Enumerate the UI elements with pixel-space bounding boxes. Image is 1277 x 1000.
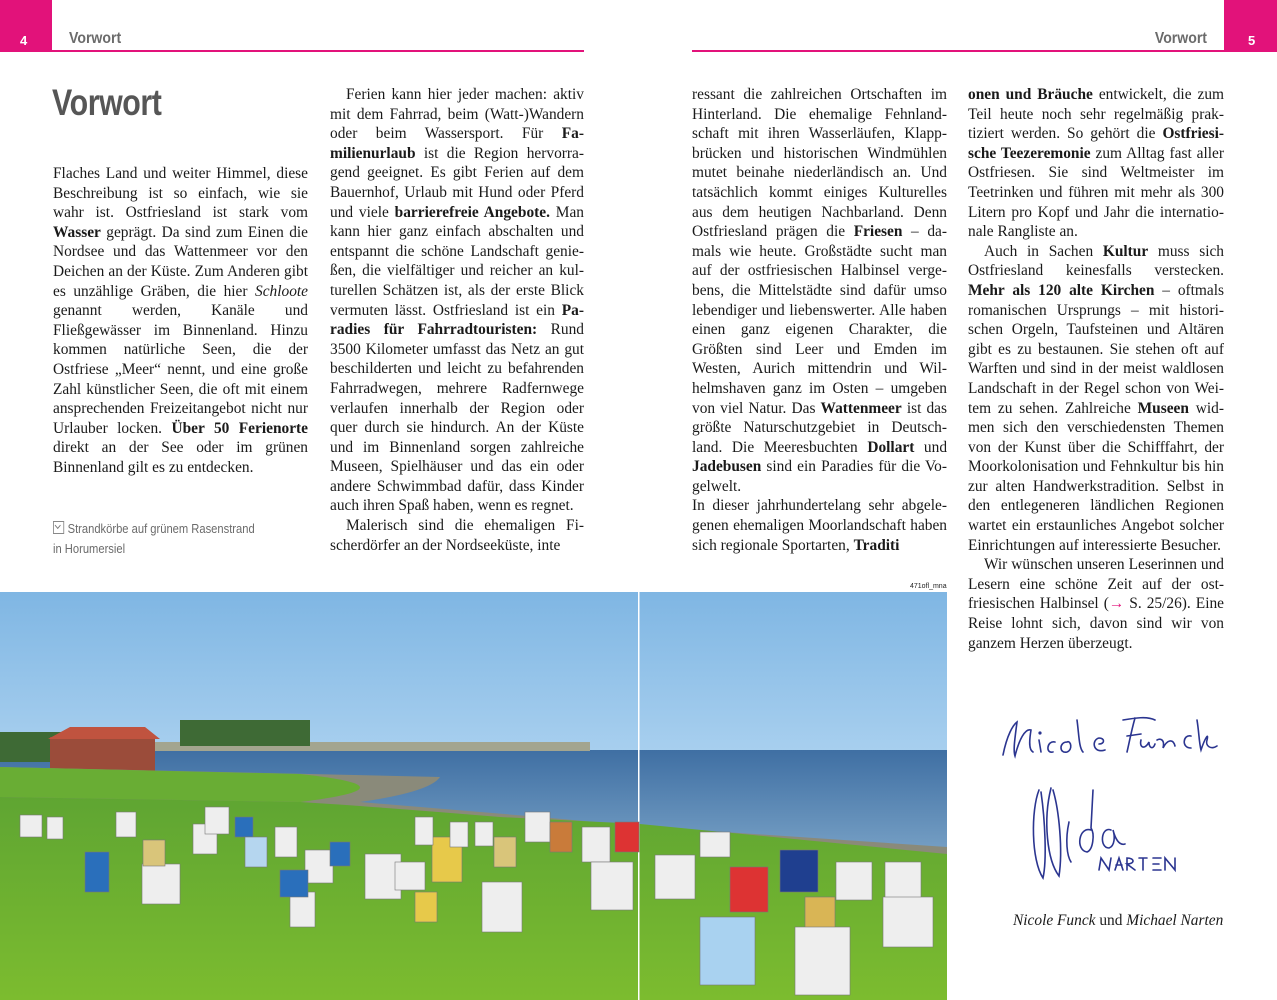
beach-photo [0,592,947,1000]
column-1 [53,164,308,478]
author-connector: und [1095,912,1127,929]
author-signatures [995,700,1235,900]
page-number-left: 4 [20,33,28,48]
paragraph: ressant die zahlreichen Ortschaften im Hinterland. Die ehemalige Fehnlandschaft mit ihren Wasserläufen, Klappbrücken und historischen Windmühlen mutet beinahe niederländisch an. Und tatsächlich kommt einiges Kulturelles aus dem heutigen Nachbarland. Denn Ostfriesland prägen die Friesen – damals wie heute. Großstädte sucht man auf der ostfriesischen Halbinsel vergebens, die Mittelstädte sind dafür umso lebendiger und liebenswerter. Alle haben einen ganz eigenen Charakter, die Größten sind Leer und Emden im Westen, Aurich mittendrin und Wilhelmshaven ganz im Osten – umgeben von viel Natur. Das Wattenmeer ist das größte Naturschutzgebiet in Deutschland. Die Meeresbuchten Dollart und Jadebusen sind ein Paradies für die Vogelwelt. [692,86,948,495]
header-rule-right [692,50,1224,52]
paragraph: Wir wünschen unseren Leserinnen und Lesern eine schöne Zeit auf der ostfriesischen Halbinsel (→ S. 25/26). Eine Reise lohnt sich, davon sind wir von ganzem Herzen überzeugt. [968,556,1224,652]
photo-credit: 471ofl_mna [910,583,947,590]
photo-pointer-icon [53,521,64,534]
signature-nicole-funck [1003,718,1217,756]
running-head-left: Vorwort [69,30,122,47]
page-number-tab-left [0,0,52,52]
signature-michael-narten [1033,788,1175,878]
paragraph: Auch in Sachen Kultur muss sich Ostfriesland keinesfalls verstecken. Mehr als 120 alte Kirchen – oftmals romanischen Ursprungs – mit historischen Orgeln, Taufsteinen und Altären gibt es zu bestaunen. Sie stehen oft auf Warften und sind in der meist waldlosen Landschaft in der Regel schon von Weitem zu sehen. Zahlreiche Museen widmen sich den verschiedensten Themen von der Kunst über die Schifffahrt, der Moorkolonisation und Fehnkultur bis hin zur alten Handwerkstradition. Selbst in den entlegeneren ländlichen Regionen wartet ein erstaunliches Angebot solcher Einrichtungen auf interessierte Besucher. [968,242,1224,554]
author-name-2: Michael Narten [1126,912,1224,929]
paragraph: Flaches Land und weiter Himmel, diese Beschreibung ist so einfach, wie sie wahr ist. Ostfriesland ist stark vom Wasser geprägt. Da sind zum Einen die Nordsee und das Wattenmeer vor den Deichen an der Küste. Zum Anderen gibt es unzählige Gräben, die hier Schloote genannt werden, Kanäle und Fließgewässer im Binnenland. Hinzu kommen natürliche Seen, die der Ostfriese „Meer“ nennt, und eine große Zahl künstlicher Seen, die oft mit einem ansprechenden Freizeitangebot nicht nur Urlauber locken. Über 50 Ferienorte direkt an der See oder im grünen Binnenland gilt es zu entdecken. [53,165,308,476]
paragraph: Ferien kann hier jeder machen: aktiv mit dem Fahrrad, beim (Watt-)Wandern oder beim Wassersport. Für Familienurlaub ist die Region hervorragend geeignet. Es gibt Ferien auf dem Bauernhof, Urlaub mit Hund oder Pferd und viele barrierefreie Angebote. Man kann hier ganz einfach abschalten und entspannt die schöne Landschaft genießen, die vielfältiger und reicher an kulturellen Schätzen ist, als der erste Blick vermuten lässt. Ostfriesland ist ein Paradies für Fahrradtouristen: Rund 3500 Kilometer umfasst das Netz an gut beschilderten und leicht zu befahrenden Fahrradwegen, mehrere Radfernwege verlaufen innerhalb der Region oder quer durch sie hindurch. An der Küste und im Binnenland sorgen zahlreiche Museen, Spielhäuser und das ein oder andere Schwimmbad dafür, dass Kinder auch ihren Spaß haben, wenn es regnet. [330,86,585,515]
column-2 [330,85,584,555]
author-names [1013,912,1223,930]
paragraph: onen und Bräuche entwickelt, die zum Teil heute noch sehr regelmäßig praktiziert werden. So gehört die Ostfriesische Teezeremonie zum Alltag fast aller Ostfriesen. Sie sind Weltmeister im Teetrinken und führen mit mehr als 300 Litern pro Kopf und Jahr die internationale Rangliste an. [968,86,1225,241]
caption-line-2: in Horumersiel [53,541,126,556]
column-4 [968,85,1224,653]
paragraph: In dieser jahrhundertelang sehr abgelegenen ehemaligen Moorlandschaft haben sich regionale Sportarten, Traditi [692,497,947,554]
page-title: Vorwort [52,82,162,123]
cross-reference-arrow-icon: → [1108,595,1125,613]
caption-line-1: Strandkörbe auf grünem Rasenstrand [67,521,255,536]
header-rule-left [52,50,584,52]
photo-caption [53,519,259,559]
column-3 [692,85,947,555]
author-name-1: Nicole Funck [1013,912,1096,929]
page-number-tab-right [1224,0,1277,52]
paragraph: Malerisch sind die ehemaligen Fischerdörfer an der Nordseeküste, inte [330,517,584,554]
page-number-right: 5 [1248,33,1256,48]
running-head-right: Vorwort [1154,30,1207,47]
